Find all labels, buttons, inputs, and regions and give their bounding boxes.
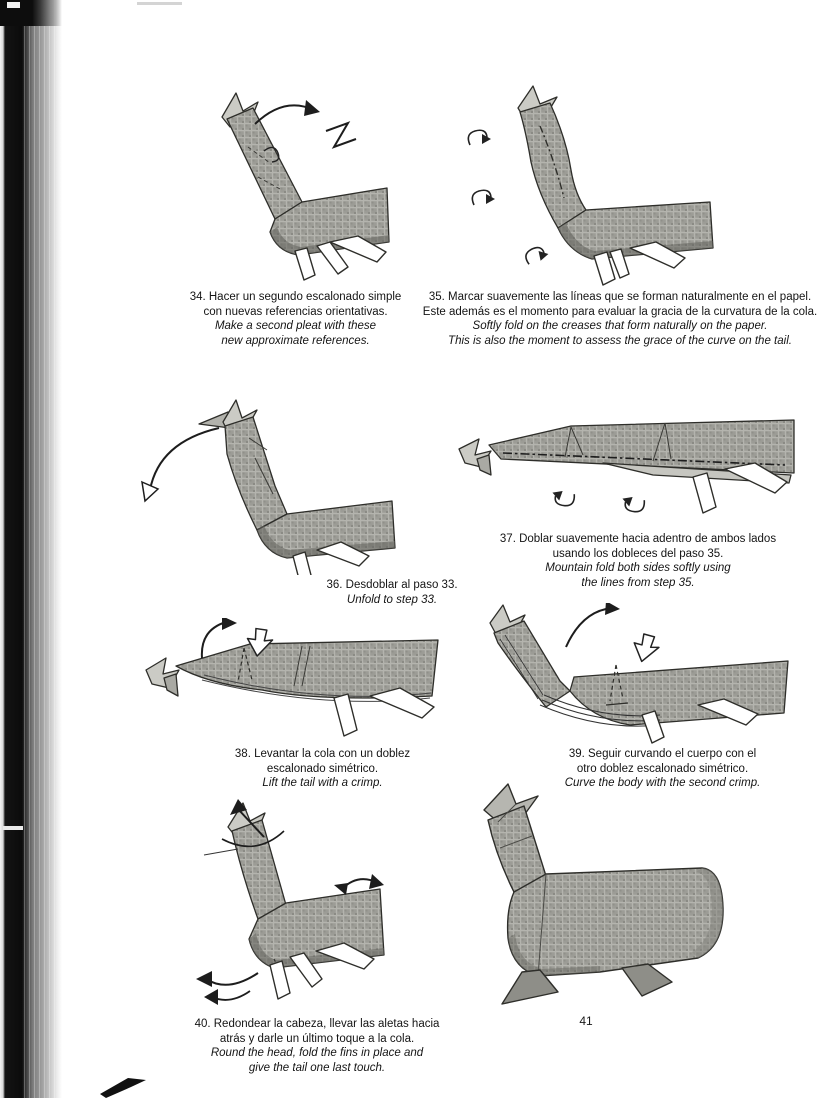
curved-arrow-icon bbox=[150, 428, 219, 490]
caption-line-es: 34. Hacer un segundo escalonado simple bbox=[189, 291, 402, 303]
caption-line-en: the lines from step 35. bbox=[581, 576, 695, 589]
unfold-arrow-icon bbox=[524, 245, 549, 264]
scan-artifact bbox=[137, 2, 182, 5]
caption-line-en: This is also the moment to assess the grace of the curve on the tail. bbox=[448, 334, 792, 347]
step-38-diagram bbox=[142, 618, 442, 742]
caption-line-es: 36. Desdoblar al paso 33. bbox=[326, 579, 458, 591]
step-34-diagram bbox=[178, 85, 393, 285]
unfold-arrow-icon bbox=[619, 493, 645, 515]
body bbox=[508, 868, 723, 976]
caption-line-en: new approximate references. bbox=[221, 334, 370, 347]
caption-line-en: Round the head, fold the fins in place and bbox=[210, 1047, 424, 1059]
page-number: 41 bbox=[579, 1014, 593, 1028]
caption-line-es: con nuevas referencias orientativas. bbox=[203, 305, 388, 318]
caption-line-es: usando los dobleces del paso 35. bbox=[552, 547, 724, 560]
flipper-shape bbox=[622, 964, 672, 996]
step-40-diagram bbox=[186, 793, 400, 1015]
finished-model-diagram bbox=[440, 780, 732, 1012]
caption-line-es: atrás y darle un último toque a la cola. bbox=[219, 1032, 415, 1045]
neck bbox=[520, 103, 586, 228]
caption-line-es: 35. Marcar suavemente las líneas que se forman naturalmente en el papel. bbox=[428, 291, 812, 303]
caption-line-en: Make a second pleat with these bbox=[214, 320, 377, 332]
push-arrow-icon bbox=[630, 632, 661, 665]
step-38-caption bbox=[200, 747, 445, 791]
caption-line-es: otro doblez escalonado simétrico. bbox=[576, 762, 749, 775]
open-arrowhead-icon bbox=[142, 482, 158, 501]
caption-line-en: Mountain fold both sides softly using bbox=[545, 562, 731, 574]
caption-line-en: Curve the body with the second crimp. bbox=[564, 777, 761, 789]
step-39-caption bbox=[520, 747, 805, 791]
step-40-caption bbox=[172, 1017, 462, 1075]
neck bbox=[494, 621, 570, 707]
caption-line-es: 40. Redondear la cabeza, llevar las aletas hacia bbox=[194, 1018, 440, 1030]
caption-line-en: Softly fold on the creases that form naturally on the paper. bbox=[472, 320, 768, 332]
book-gutter-shadow bbox=[0, 0, 62, 1098]
step-34-caption bbox=[178, 290, 413, 348]
caption-line-es: escalonado simétrico. bbox=[266, 762, 379, 775]
scan-artifact bbox=[3, 826, 23, 830]
unfold-arrow-icon bbox=[472, 190, 495, 205]
neck bbox=[232, 820, 286, 919]
caption-line-es: 38. Levantar la cola con un doblez bbox=[234, 748, 411, 760]
caption-line-es: 39. Seguir curvando el cuerpo con el bbox=[568, 748, 757, 760]
step-36-diagram bbox=[133, 398, 400, 575]
caption-line-es: Este además es el momento para evaluar la gracia de la curvatura de la cola. bbox=[422, 305, 818, 318]
caption-line-en: give the tail one last touch. bbox=[248, 1061, 386, 1074]
scan-artifact bbox=[7, 2, 20, 8]
pleat-symbol-icon bbox=[326, 123, 356, 147]
step-35-caption bbox=[418, 290, 822, 348]
caption-line-en: Unfold to step 33. bbox=[346, 593, 438, 606]
curved-arrow-icon bbox=[206, 973, 258, 985]
step-36-caption bbox=[292, 578, 492, 607]
unfold-arrow-icon bbox=[549, 487, 575, 509]
pen-mark-artifact bbox=[100, 1078, 148, 1098]
neck bbox=[225, 417, 287, 530]
flipper-shape bbox=[334, 694, 357, 736]
step-35-diagram bbox=[460, 82, 720, 288]
step-37-caption bbox=[476, 532, 800, 590]
unfold-arrow-icon bbox=[468, 130, 491, 145]
caption-line-es: 37. Doblar suavemente hacia adentro de ambos lados bbox=[499, 533, 777, 545]
caption-line-en: Lift the tail with a crimp. bbox=[262, 777, 383, 789]
step-39-diagram bbox=[470, 603, 800, 745]
step-37-diagram bbox=[453, 413, 801, 525]
neck bbox=[227, 108, 302, 219]
